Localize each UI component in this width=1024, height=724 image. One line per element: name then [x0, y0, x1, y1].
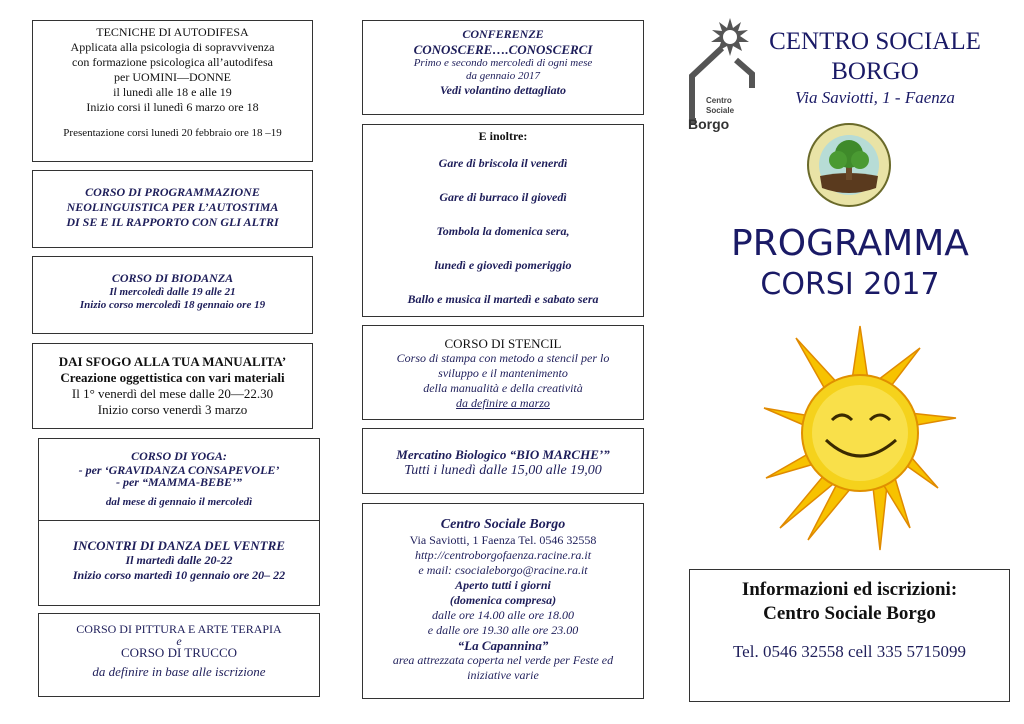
autodifesa-line6: Presentazione corsi lunedì 20 febbraio ore 18 –19: [63, 127, 282, 139]
yoga-box: [38, 438, 320, 521]
centro-line4: Aperto tutti i giorni: [455, 578, 551, 592]
danza-box: [38, 520, 320, 606]
mercatino-box: [362, 428, 644, 494]
stencil-line2: sviluppo e il mantenimento: [438, 366, 568, 380]
yoga-line1: - per ‘GRAVIDANZA CONSAPEVOLE’: [78, 463, 280, 477]
pittura-line4: da definire in base alle iscrizione: [92, 664, 266, 679]
manualita-title: DAI SFOGO ALLA TUA MANUALITA’: [58, 354, 287, 369]
conferenze-line4: Vedi volantino dettagliato: [439, 83, 566, 97]
stencil-title: CORSO DI STENCIL: [444, 336, 562, 351]
pnl-line2: NEOLINGUISTICA PER L’AUTOSTIMA: [66, 200, 279, 214]
manualita-line3: Inizio corso venerdì 3 marzo: [97, 402, 248, 417]
logo-word2: Sociale: [706, 106, 735, 115]
inoltre-item2: Gare di burraco il giovedì: [439, 190, 567, 204]
logo-word3: Borgo: [688, 116, 730, 132]
sun-illustration: [760, 318, 960, 558]
pittura-box: [38, 613, 320, 697]
conferenze-line1: CONOSCERE….CONOSCERCI: [413, 42, 593, 57]
programma-title: PROGRAMMA: [731, 223, 969, 264]
danza-title: INCONTRI DI DANZA DEL VENTRE: [73, 538, 285, 553]
centro-line2: http://centroborgofaenza.racine.ra.it: [414, 548, 592, 562]
stencil-line4: da definire a marzo: [456, 396, 550, 410]
inoltre-box: [362, 124, 644, 317]
pnl-line1: CORSO DI PROGRAMMAZIONE: [85, 185, 260, 199]
manualita-line1: Creazione oggettistica con vari materiali: [60, 370, 285, 385]
centro-line10: iniziative varie: [467, 668, 539, 682]
manualita-line2: Il 1° venerdì del mese dalle 20—22.30: [71, 386, 274, 401]
pnl-line3: DI SE E IL RAPPORTO CON GLI ALTRI: [66, 215, 279, 229]
inoltre-item3: Tombola la domenica sera,: [436, 224, 570, 238]
inoltre-item1: Gare di briscola il venerdì: [438, 156, 568, 170]
autodifesa-line5: Inizio corsi il lunedì 6 marzo ore 18: [86, 100, 259, 114]
info-phone: Tel. 0546 32558 cell 335 5715099: [732, 642, 966, 661]
pittura-line2: e: [176, 634, 182, 648]
centro-line5: (domenica compresa): [449, 593, 557, 607]
mercatino-title: Mercatino Biologico “BIO MARCHE’”: [396, 447, 610, 462]
centro-title: Centro Sociale Borgo: [440, 517, 566, 532]
centro-box: [362, 503, 644, 699]
logo-word1: Centro: [706, 96, 732, 105]
inoltre-item5: Ballo e musica il martedì e sabato sera: [407, 292, 599, 306]
yoga-line3: dal mese di gennaio il mercoledì: [105, 496, 253, 508]
info-box: [689, 569, 1010, 702]
centro-line8: “La Capannina”: [457, 638, 549, 653]
autodifesa-line3: per UOMINI—DONNE: [114, 70, 231, 84]
info-title1: Informazioni ed iscrizioni:: [741, 579, 958, 600]
yoga-title: CORSO DI YOGA:: [131, 449, 227, 463]
pittura-line1: CORSO DI PITTURA E ARTE TERAPIA: [76, 622, 282, 636]
biodanza-line1: Il mercoledì dalle 19 alle 21: [109, 286, 236, 298]
danza-line1: Il martedì dalle 20-22: [125, 553, 233, 567]
tree-icon: [806, 122, 892, 208]
inoltre-title: E inoltre:: [478, 129, 528, 143]
programma-subtitle: CORSI 2017: [760, 267, 940, 302]
yoga-line2: - per “MAMMA-BEBE’”: [115, 475, 243, 489]
biodanza-line2: Inizio corso mercoledì 18 gennaio ore 19: [79, 299, 266, 311]
autodifesa-line1: Applicata alla psicologia di sopravvivenza: [70, 40, 275, 54]
autodifesa-title: TECNICHE DI AUTODIFESA: [96, 25, 249, 39]
conferenze-title: CONFERENZE: [462, 27, 544, 41]
centro-line6: dalle ore 14.00 alle ore 18.00: [431, 608, 575, 622]
header-address: Via Saviotti, 1 - Faenza: [795, 88, 955, 107]
mercatino-line1: Tutti i lunedì dalle 15,00 alle 19,00: [404, 463, 602, 478]
smiling-sun-icon: [760, 318, 960, 558]
conferenze-line2: Primo e secondo mercoledì di ogni mese: [413, 57, 593, 69]
pittura-line3: CORSO DI TRUCCO: [120, 645, 238, 660]
info-title2: Centro Sociale Borgo: [763, 603, 936, 624]
autodifesa-line2: con formazione psicologica all’autodifesa: [72, 55, 273, 69]
danza-line2: Inizio corso martedì 10 gennaio ore 20– 22: [72, 568, 286, 582]
stencil-line1: Corso di stampa con metodo a stencil per lo: [396, 351, 610, 365]
centro-line1: Via Saviotti, 1 Faenza Tel. 0546 32558: [409, 533, 597, 547]
stencil-box: [362, 325, 644, 420]
header-line1: CENTRO SOCIALE: [769, 28, 981, 55]
biodanza-title: CORSO DI BIODANZA: [111, 271, 234, 285]
autodifesa-box: [32, 20, 313, 162]
conferenze-box: [362, 20, 644, 115]
conferenze-line3: da gennaio 2017: [466, 70, 540, 82]
centro-line7: e dalle ore 19.30 alle ore 23.00: [427, 623, 579, 637]
manualita-box: [32, 343, 313, 429]
centro-line3: e mail: csocialeborgo@racine.ra.it: [418, 563, 588, 577]
stencil-line3: della manualità e della creatività: [423, 381, 583, 395]
centro-line9: area attrezzata coperta nel verde per Feste ed: [392, 653, 614, 667]
pnl-box: [32, 170, 313, 248]
autodifesa-line4: il lunedì alle 18 e alle 19: [113, 85, 232, 99]
tree-emblem: [806, 122, 892, 208]
inoltre-item4: lunedì e giovedì pomeriggio: [434, 258, 572, 272]
biodanza-box: [32, 256, 313, 334]
header-line2: BORGO: [831, 58, 919, 85]
